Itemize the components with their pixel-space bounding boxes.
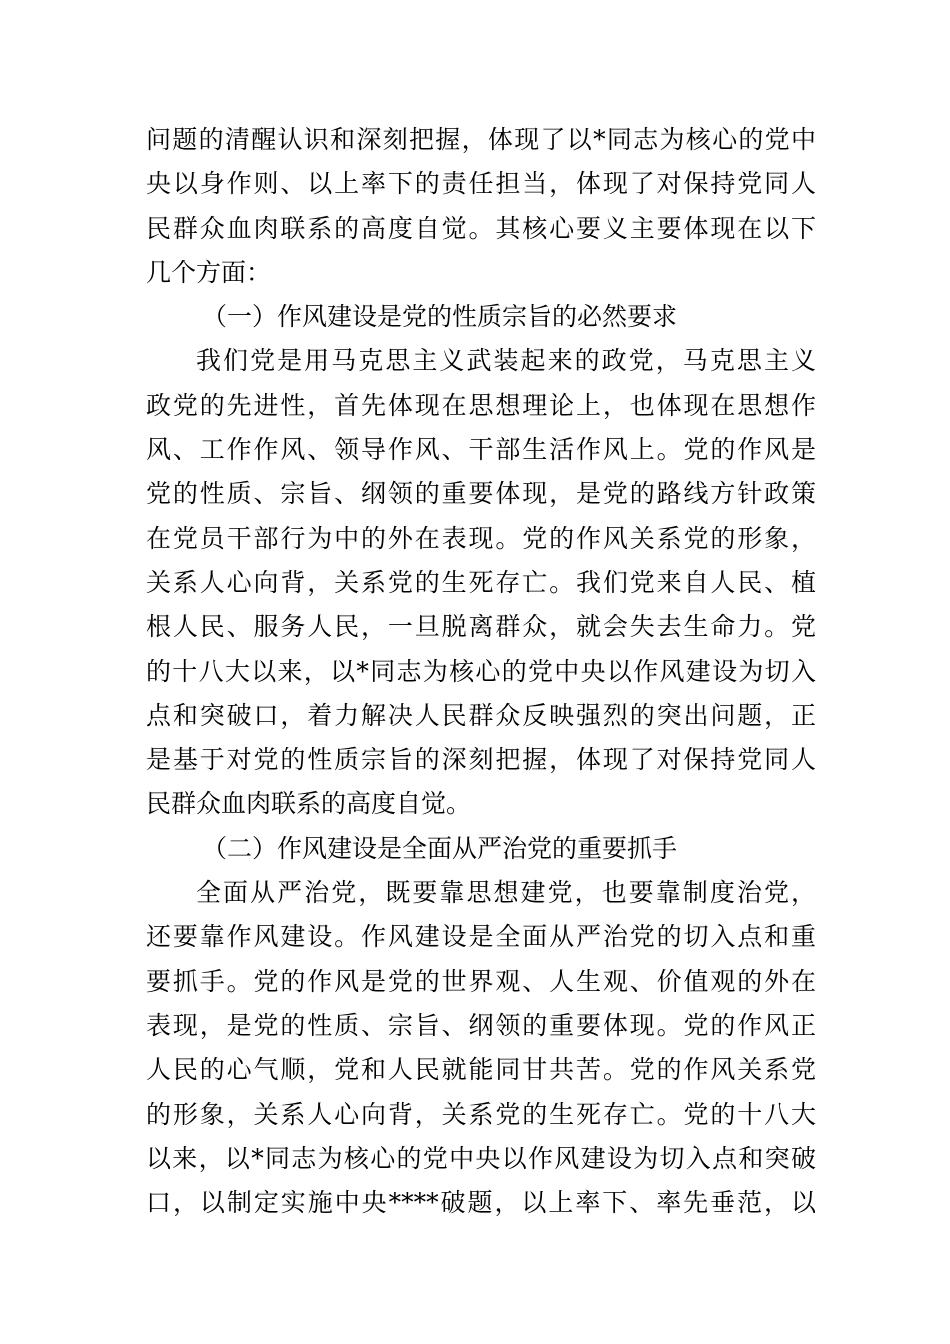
paragraph-line: 是基于对党的性质宗旨的深刻把握，体现了对保持党同人 (146, 745, 816, 775)
paragraph-line: 根人民、服务人民，一旦脱离群众，就会失去生命力。党 (146, 612, 816, 642)
document-body (146, 118, 816, 1225)
paragraph-line: 问题的清醒认识和深刻把握，体现了以*同志为核心的党中 (146, 125, 816, 154)
paragraph-line: 在党员干部行为中的外在表现。党的作风关系党的形象， (146, 523, 816, 553)
paragraph-line: 要抓手。党的作风是党的世界观、人生观、价值观的外在 (146, 966, 816, 996)
paragraph-line: 我们党是用马克思主义武装起来的政党，马克思主义 (196, 346, 816, 376)
paragraph-line: 民群众血肉联系的高度自觉。其核心要义主要体现在以下 (146, 213, 816, 243)
paragraph-line: 关系人心向背，关系党的生死存亡。我们党来自人民、植 (146, 567, 816, 597)
section-heading-1: （一）作风建设是党的性质宗旨的必然要求 (202, 302, 678, 332)
paragraph-line: 央以身作则、以上率下的责任担当，体现了对保持党同人 (146, 169, 816, 199)
paragraph-line: 几个方面： (146, 257, 272, 287)
paragraph-line: 口，以制定实施中央****破题，以上率下、率先垂范，以 (146, 1188, 816, 1218)
paragraph-line: 的形象，关系人心向背，关系党的生死存亡。党的十八大 (146, 1099, 816, 1129)
paragraph-line: 以来，以*同志为核心的党中央以作风建设为切入点和突破 (146, 1143, 816, 1173)
paragraph-line: 风、工作作风、领导作风、干部生活作风上。党的作风是 (146, 435, 816, 465)
paragraph-line: 民群众血肉联系的高度自觉。 (146, 789, 472, 819)
paragraph-line: 党的性质、宗旨、纲领的重要体现，是党的路线方针政策 (146, 479, 816, 509)
paragraph-line: 全面从严治党，既要靠思想建党，也要靠制度治党， (196, 878, 816, 908)
paragraph-line: 的十八大以来，以*同志为核心的党中央以作风建设为切入 (146, 656, 816, 686)
paragraph-line: 还要靠作风建设。作风建设是全面从严治党的切入点和重 (146, 922, 816, 952)
paragraph-line: 人民的心气顺，党和人民就能同甘共苦。党的作风关系党 (146, 1055, 816, 1085)
section-heading-2: （二）作风建设是全面从严治党的重要抓手 (202, 833, 678, 863)
paragraph-line: 表现，是党的性质、宗旨、纲领的重要体现。党的作风正 (146, 1010, 816, 1040)
paragraph-line: 点和突破口，着力解决人民群众反映强烈的突出问题，正 (146, 700, 816, 730)
paragraph-line: 政党的先进性，首先体现在思想理论上，也体现在思想作 (146, 390, 816, 420)
